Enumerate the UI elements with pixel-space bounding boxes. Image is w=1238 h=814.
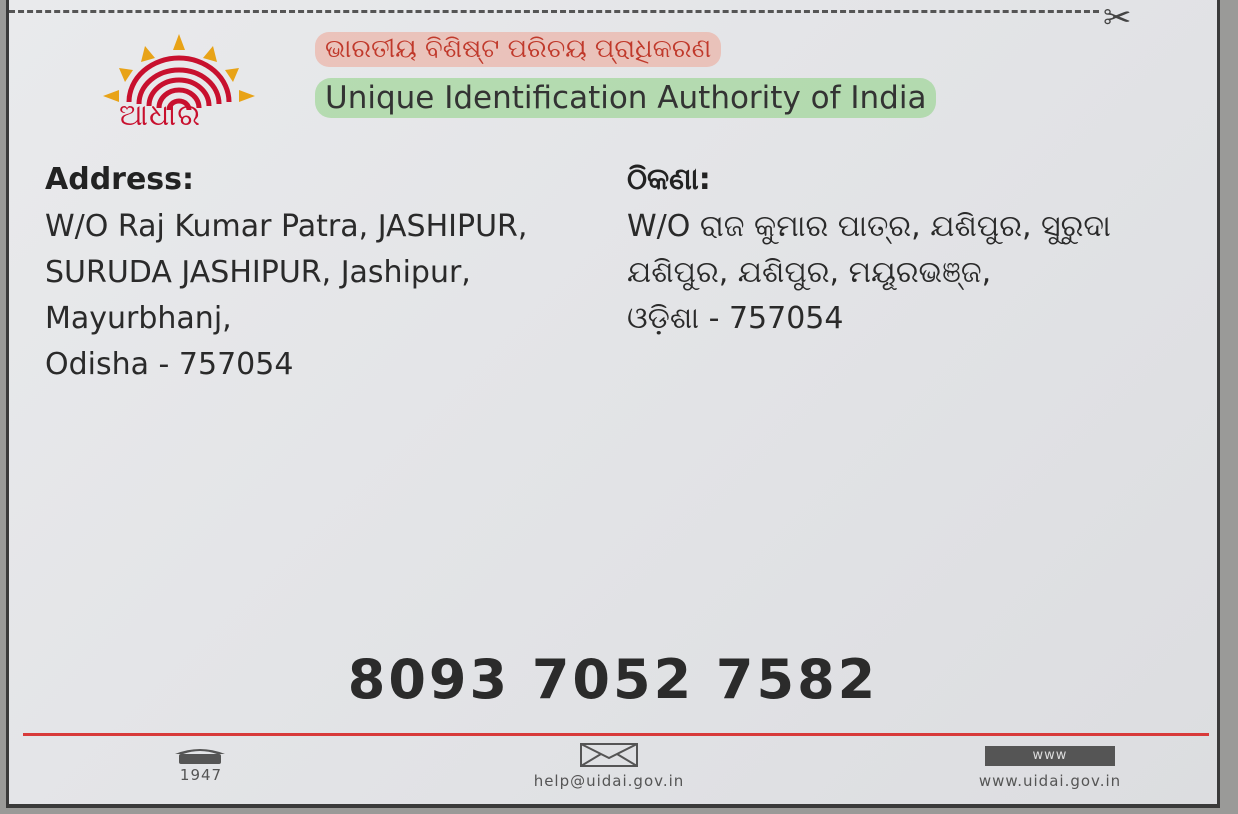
- address-block-or: [627, 204, 1111, 342]
- aadhaar-card-back: [6, 0, 1220, 808]
- mail-icon: [579, 742, 639, 768]
- aadhaar-logo-label: ଆଧାର: [119, 98, 201, 133]
- address-line-or: W/O ରାଜ କୁମାର ପାତ୍ର, ଯଶିପୁର, ସୁରୁଦା: [627, 209, 1111, 244]
- address-line-en: SURUDA JASHIPUR, Jashipur,: [45, 255, 471, 290]
- phone-icon: [173, 746, 227, 766]
- address-line-en: Mayurbhanj,: [45, 301, 232, 336]
- scissors-icon: ✂: [1103, 0, 1132, 38]
- address-line-en: W/O Raj Kumar Patra, JASHIPUR,: [45, 209, 528, 244]
- authority-name-english: Unique Identification Authority of India: [315, 78, 936, 118]
- website-url: www.uidai.gov.in: [978, 772, 1122, 790]
- address-heading-or: ଠିକଣା:: [627, 162, 711, 197]
- address-heading-en: Address:: [45, 162, 195, 197]
- address-line-or: ଓଡ଼ିଶା - 757054: [627, 301, 844, 336]
- www-badge: www: [985, 746, 1115, 766]
- address-line-en: Odisha - 757054: [45, 347, 294, 382]
- authority-name-odia: ଭାରତୀୟ ବିଶିଷ୍ଟ ପରିଚୟ ପ୍ରାଧିକରଣ: [315, 32, 721, 67]
- cut-line: [9, 10, 1099, 13]
- address-block-en: [45, 204, 527, 388]
- address-line-or: ଯଶିପୁର, ଯଶିପୁର, ମୟୂରଭଞ୍ଜ,: [627, 255, 992, 290]
- help-email: help@uidai.gov.in: [533, 772, 685, 790]
- aadhaar-number: 8093 7052 7582: [347, 648, 879, 711]
- phone-number: 1947: [179, 766, 223, 784]
- footer-divider: [23, 733, 1209, 736]
